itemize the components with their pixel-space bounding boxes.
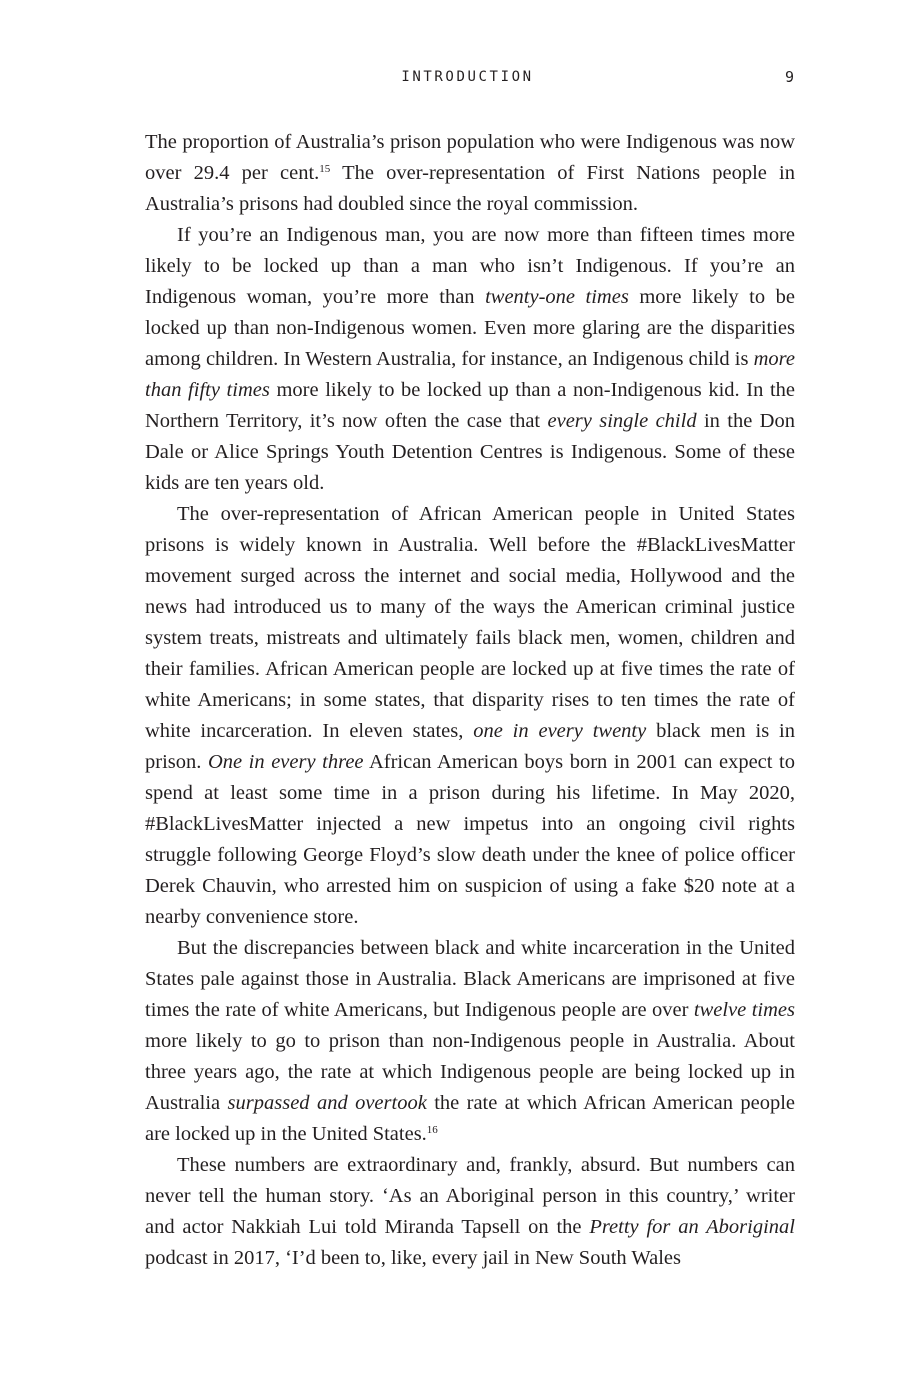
paragraph-4-text-c: the rate at which African American people are locked up in the United States. [145,1092,795,1145]
paragraph-3-text-a: The over-representation of African American people in United States prisons is widely known in Australia. Well before the #BlackLivesMatter movement surged across the internet and social media, Hollywood and the news had introduced us to many of the ways the American criminal justice system treats, mistreats and ultimately fails black men, women, children and their families. African American people are locked up at five times the rate of white Americans; in some states, that disparity rises to ten times the rate of white incarceration. In eleven states, [145,503,795,742]
paragraph-5-emphasis-1: Pretty for an Aboriginal [589,1216,795,1238]
paragraph-3 [145,499,795,933]
paragraph-5-text-a: These numbers are extraordinary and, frankly, absurd. But numbers can never tell the human story. ‘As an Aboriginal person in this country,’ writer and actor Nakkiah Lui told Miranda Tapsell on the [145,1154,795,1238]
paragraph-2-text-b: more likely to be locked up than non-Indigenous women. Even more glaring are the disparities among children. In Western Australia, for instance, an Indigenous child is [145,286,795,370]
paragraph-2-emphasis-1: twenty-one times [485,286,629,308]
paragraph-3-emphasis-2: One in every three [207,751,364,773]
paragraph-5-text-b: podcast in 2017, ‘I’d been to, like, every jail in New South Wales [145,1247,681,1269]
paragraph-2-emphasis-2: more than fifty times [145,348,795,401]
paragraph-2-emphasis-3: every single child [547,410,697,432]
paragraph-4-emphasis-1: twelve times [693,999,795,1021]
paragraph-2-text-d: in the Don Dale or Alice Springs Youth Detention Centres is Indigenous. Some of these kids are ten years old. [145,410,795,494]
paragraph-1-text-a: The proportion of Australia’s prison population who were Indigenous was now over 29.4 per cent. [145,131,795,184]
footnote-ref-15: 15 [319,163,331,175]
page-number: 9 [784,68,794,86]
paragraph-1 [145,127,795,220]
paragraph-4 [145,933,795,1150]
paragraph-2-text-a: If you’re an Indigenous man, you are now more than fifteen times more likely to be locked up than a man who isn’t Indigenous. If you’re an Indigenous woman, you’re more than [145,224,795,308]
running-head [0,66,900,88]
paragraph-3-emphasis-1: one in every twenty [473,720,647,742]
paragraph-1-text-b: The over-representation of First Nations people in Australia’s prisons had doubled since the royal commission. [145,162,795,215]
paragraph-3-text-b: black men is in prison. [145,720,795,773]
paragraph-2-text-c: more likely to be locked up than a non-Indigenous kid. In the Northern Territory, it’s now often the case that [145,379,795,432]
paragraph-3-text-c: African American boys born in 2001 can expect to spend at least some time in a prison during his lifetime. In May 2020, #BlackLivesMatter injected a new impetus into an ongoing civil rights struggle following George Floyd’s slow death under the knee of police officer Derek Chauvin, who arrested him on suspicion of using a fake $20 note at a nearby convenience store. [145,751,795,928]
paragraph-2 [145,220,795,499]
paragraph-4-emphasis-2: surpassed and overtook [227,1092,427,1114]
paragraph-5 [145,1150,795,1274]
footnote-ref-16: 16 [426,1124,438,1136]
paragraph-4-text-b: more likely to go to prison than non-Indigenous people in Australia. About three years ago, the rate at which Indigenous people are being locked up in Australia [145,1030,795,1114]
running-title: INTRODUCTION [401,69,534,85]
body-text [145,127,795,1274]
paragraph-4-text-a: But the discrepancies between black and white incarceration in the United States pale against those in Australia. Black Americans are imprisoned at five times the rate of white Americans, but Indigenous people are over [145,937,795,1021]
